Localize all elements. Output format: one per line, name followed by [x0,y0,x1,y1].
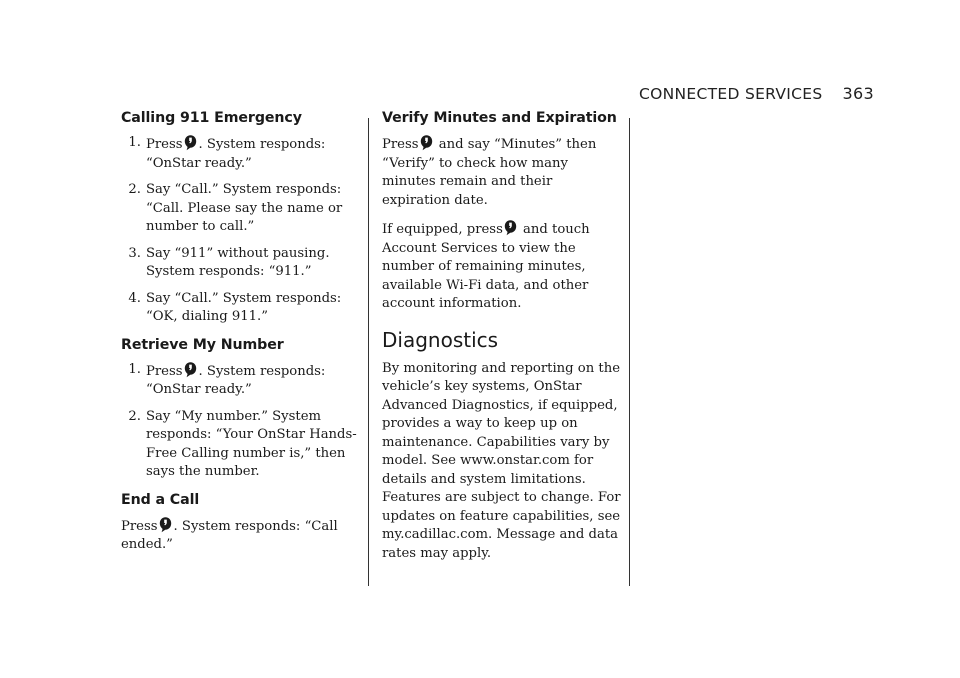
list-item [121,134,361,173]
step-text: . System responds: “OnStar ready.” [146,137,326,171]
step-text: . System responds: “OnStar ready.” [146,363,326,397]
column-divider [368,118,369,586]
page-header [639,84,874,103]
step-number: 2. [128,408,141,424]
list-item [121,361,361,400]
paragraph-text: . System responds: “Call ended.” [121,518,338,552]
paragraph-text: Press [121,518,158,534]
paragraph-text: Press [382,137,419,152]
step-text: Say “911” without pausing. System responds: “911.” [146,245,330,279]
section-heading: Verify Minutes and Expiration [382,110,617,126]
section-title: CONNECTED SERVICES [639,85,823,103]
voice-button-icon [420,134,433,151]
section-heading-large: Diagnostics [382,327,499,352]
paragraph [382,219,622,314]
paragraph: By monitoring and reporting on the vehicle’s key systems, OnStar Advanced Diagnostics, if equipped, provides a way to keep up on maintenance. Capabilities vary by model. See www.onstar.com for details and system limitations. Features are subject to change. For updates on feature capabilities, see my.cadillac.com. Message and data rates may apply. [382,360,621,561]
middle-column [382,110,622,572]
section-diagnostics [382,328,622,564]
paragraph [382,134,622,210]
voice-button-icon [184,134,197,151]
step-number: 3. [128,245,141,261]
step-number: 1. [128,361,141,377]
section-calling-911 [121,110,361,327]
section-heading: Retrieve My Number [121,336,284,353]
voice-button-icon [159,516,172,533]
step-text: Say “Call.” System responds: “Call. Please say the name or number to call.” [146,182,343,234]
step-text: Press [146,363,183,379]
page-number: 363 [842,84,874,103]
step-list [121,361,361,482]
paragraph [121,516,361,555]
voice-button-icon [504,219,517,236]
step-number: 1. [128,135,141,150]
section-verify-minutes [382,110,622,314]
step-list [121,134,361,327]
section-heading: Calling 911 Emergency [121,110,302,126]
step-text: Say “Call.” System responds: “OK, dialing 911.” [146,290,342,324]
step-text: Press [146,137,183,152]
step-number: 2. [128,182,141,197]
paragraph-text: and touch Account Services to view the number of remaining minutes, available Wi-Fi data, and other account information. [382,222,590,311]
paragraph-text: If equipped, press [382,222,503,237]
list-item [121,408,361,482]
step-text: Say “My number.” System responds: “Your OnStar Hands-Free Calling number is,” then says the number. [146,408,357,479]
section-end-call [121,492,361,555]
list-item [121,181,361,237]
section-retrieve-number [121,337,361,482]
section-heading: End a Call [121,491,200,508]
left-column [121,110,361,564]
paragraph-text: and say “Minutes” then “Verify” to check how many minutes remain and their expiration date. [382,137,597,208]
step-number: 4. [128,290,141,306]
list-item [121,245,361,282]
voice-button-icon [184,361,197,378]
list-item [121,290,361,327]
column-divider [629,118,630,586]
